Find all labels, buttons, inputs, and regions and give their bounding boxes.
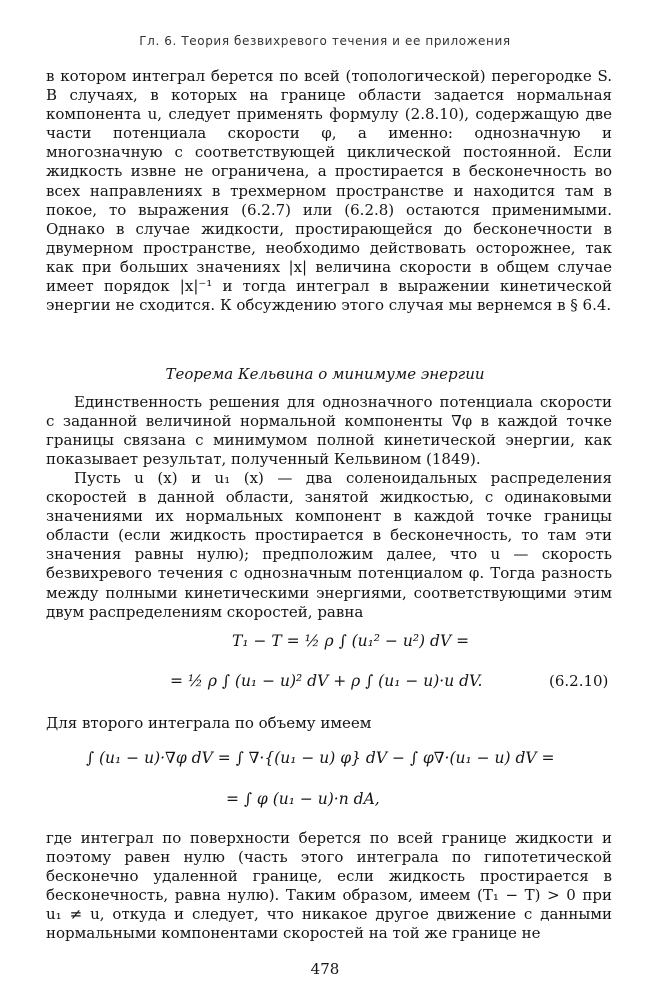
paragraph-3: Пусть u (x) и u₁ (x) — два соленоидальных распределения скоростей в данной области, занятой жидкостью, с одинаковыми значениями их нормальных компонент в каждой точке границы области (если жидкость простирается в бесконечность, то там эти значения равны нулю); предположим далее, что u — скорость безвихревого течения с однозначным потенциалом φ. Тогда разность между полными кинетическими энергиями, соответствующими этим двум распределениям скоростей, равна <box>46 469 612 621</box>
paragraph-5: где интеграл по поверхности берется по всей границе жидкости и поэтому равен нулю (часть этого интеграла по гипотетической бесконечно удаленной границе, если жидкость простирается в бесконечность, равна нулю). Таким образом, имеем (T₁ − T) > 0 при u₁ ≠ u, откуда и следует, что никакое другое движение с данными нормальными компонентами скоростей на той же границе не <box>46 829 612 943</box>
paragraph-2: Единственность решения для однозначного потенциала скорости с заданной величиной нормальной компоненты ∇φ в каждой точке границы связана с минимумом полной кинетической энергии, как показывает результат, полученный Кельвином (1849). <box>46 393 612 469</box>
running-head: Гл. 6. Теория безвихревого течения и ее приложения <box>139 34 511 48</box>
equation-2: = ½ ρ ∫ (u₁ − u)² dV + ρ ∫ (u₁ − u)·u dV. <box>170 672 483 690</box>
paragraph-1: в котором интеграл берется по всей (топологической) перегородке S. В случаях, в которых на границе области задается нормальная компонента u, следует применять формулу (2.8.10), содержащую две части потенциала скорости φ, а именно: однозначную и многозначную с соответствующей циклической постоянной. Если жидкость извне не ограничена, а простирается в бесконечность во всех направлениях в трехмерном пространстве и находится там в покое, то выражения (6.2.7) или (6.2.8) остаются применимыми. Однако в случае жидкости, простирающейся до бесконечности в двумерном пространстве, необходимо действовать осторожнее, так как при больших значениях |x| величина скорости в общем случае имеет порядок |x|⁻¹ и тогда интеграл в выражении кинетической энергии не сходится. К обсуждению этого случая мы вернемся в § 6.4. <box>46 67 612 315</box>
equation-4: = ∫ φ (u₁ − u)·n dA, <box>226 790 380 808</box>
equation-number: (6.2.10) <box>549 672 609 690</box>
equation-1: T₁ − T = ½ ρ ∫ (u₁² − u²) dV = <box>232 632 470 650</box>
page-number: 478 <box>310 960 340 978</box>
equation-3: ∫ (u₁ − u)·∇φ dV = ∫ ∇·{(u₁ − u) φ} dV − ∫ φ∇·(u₁ − u) dV = <box>86 749 555 767</box>
paragraph-4: Для второго интеграла по объему имеем <box>46 714 372 732</box>
section-heading: Теорема Кельвина о минимуме энергии <box>165 365 485 383</box>
